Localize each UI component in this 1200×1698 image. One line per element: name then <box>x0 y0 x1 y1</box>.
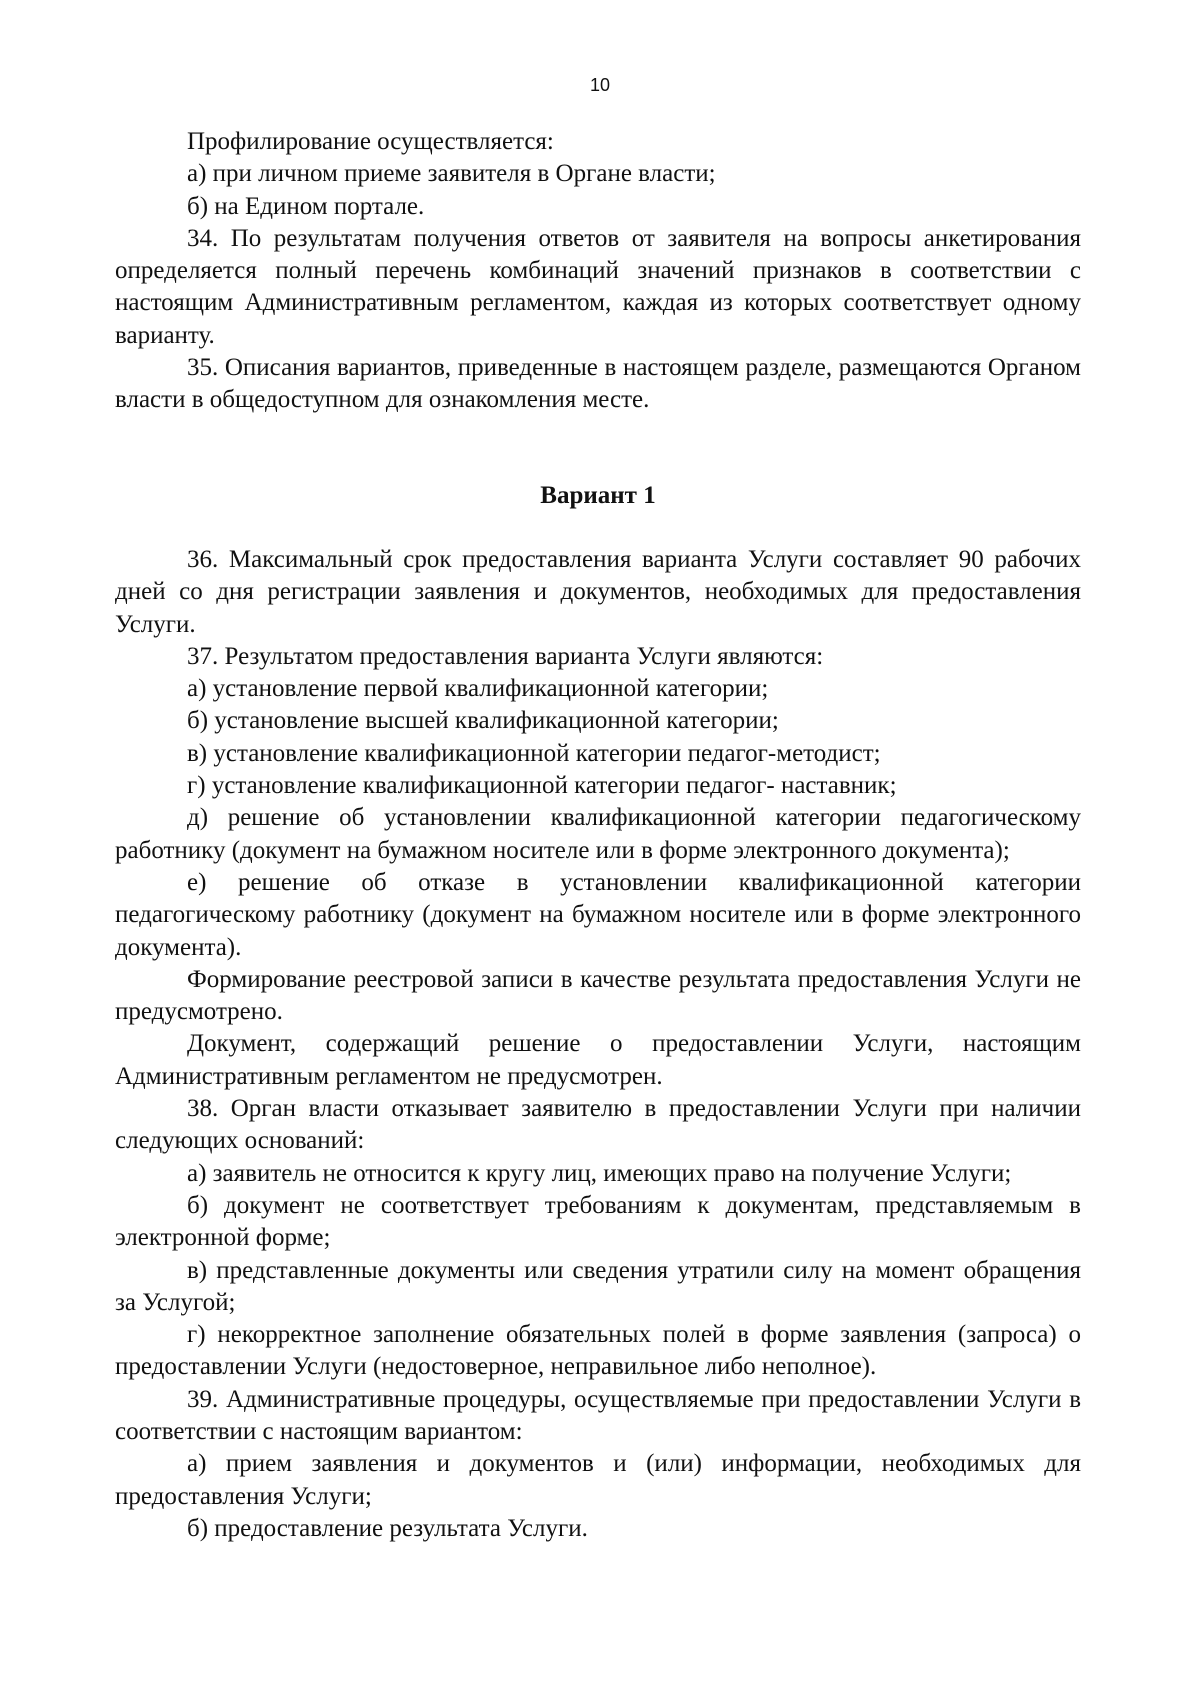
paragraph: г) некорректное заполнение обязательных полей в форме заявления (запроса) о предоставлении Услуги (недостоверное, неправильное либо неполное). <box>115 1321 1081 1381</box>
paragraph: 39. Административные процедуры, осуществляемые при предоставлении Услуги в соответствии с настоящим вариантом: <box>115 1385 1081 1445</box>
paragraph: б) документ не соответствует требованиям к документам, представляемым в электронной форме; <box>115 1191 1081 1252</box>
paragraph: Документ, содержащий решение о предоставлении Услуги, настоящим Административным регламентом не предусмотрен. <box>115 1030 1081 1090</box>
paragraph: в) установление квалификационной категории педагог-методист; <box>187 739 881 767</box>
paragraph: 35. Описания вариантов, приведенные в настоящем разделе, размещаются Органом власти в общедоступном для ознакомления месте. <box>115 354 1081 414</box>
paragraph: а) установление первой квалификационной категории; <box>187 675 769 703</box>
document-body <box>115 126 1081 1545</box>
paragraph: а) заявитель не относится к кругу лиц, имеющих право на получение Услуги; <box>187 1159 1012 1187</box>
paragraph: д) решение об установлении квалификационной категории педагогическому работнику (документ на бумажном носителе или в форме электронного документа); <box>115 804 1081 864</box>
paragraph: Формирование реестровой записи в качестве результата предоставления Услуги не предусмотрено. <box>115 965 1081 1026</box>
paragraph: б) на Едином портале. <box>187 192 425 220</box>
paragraph: а) при личном приеме заявителя в Органе власти; <box>187 160 716 188</box>
paragraph: б) предоставление результата Услуги. <box>187 1514 588 1542</box>
paragraph: б) установление высшей квалификационной категории; <box>187 707 779 735</box>
paragraph: 36. Максимальный срок предоставления варианта Услуги составляет 90 рабочих дней со дня регистрации заявления и документов, необходимых для предоставления Услуги. <box>115 545 1081 638</box>
paragraph: 38. Орган власти отказывает заявителю в предоставлении Услуги при наличии следующих оснований: <box>115 1095 1081 1155</box>
page-number: 10 <box>589 75 611 95</box>
paragraph: Профилирование осуществляется: <box>187 128 554 155</box>
paragraph: 34. По результатам получения ответов от заявителя на вопросы анкетирования определяется полный перечень комбинаций значений признаков в соответствии с настоящим Административным регламентом, каждая из которых соответствует одному варианту. <box>115 224 1081 349</box>
paragraph: 37. Результатом предоставления варианта Услуги являются: <box>187 642 824 670</box>
paragraph: е) решение об отказе в установлении квалификационной категории педагогическому работнику (документ на бумажном носителе или в форме электронного документа). <box>115 868 1081 961</box>
paragraph: в) представленные документы или сведения утратили силу на момент обращения за Услугой; <box>115 1256 1081 1316</box>
paragraph: г) установление квалификационной категории педагог- наставник; <box>187 772 897 800</box>
paragraph: а) прием заявления и документов и (или) информации, необходимых для предоставления Услуги; <box>115 1450 1081 1510</box>
section-heading: Вариант 1 <box>540 481 656 509</box>
